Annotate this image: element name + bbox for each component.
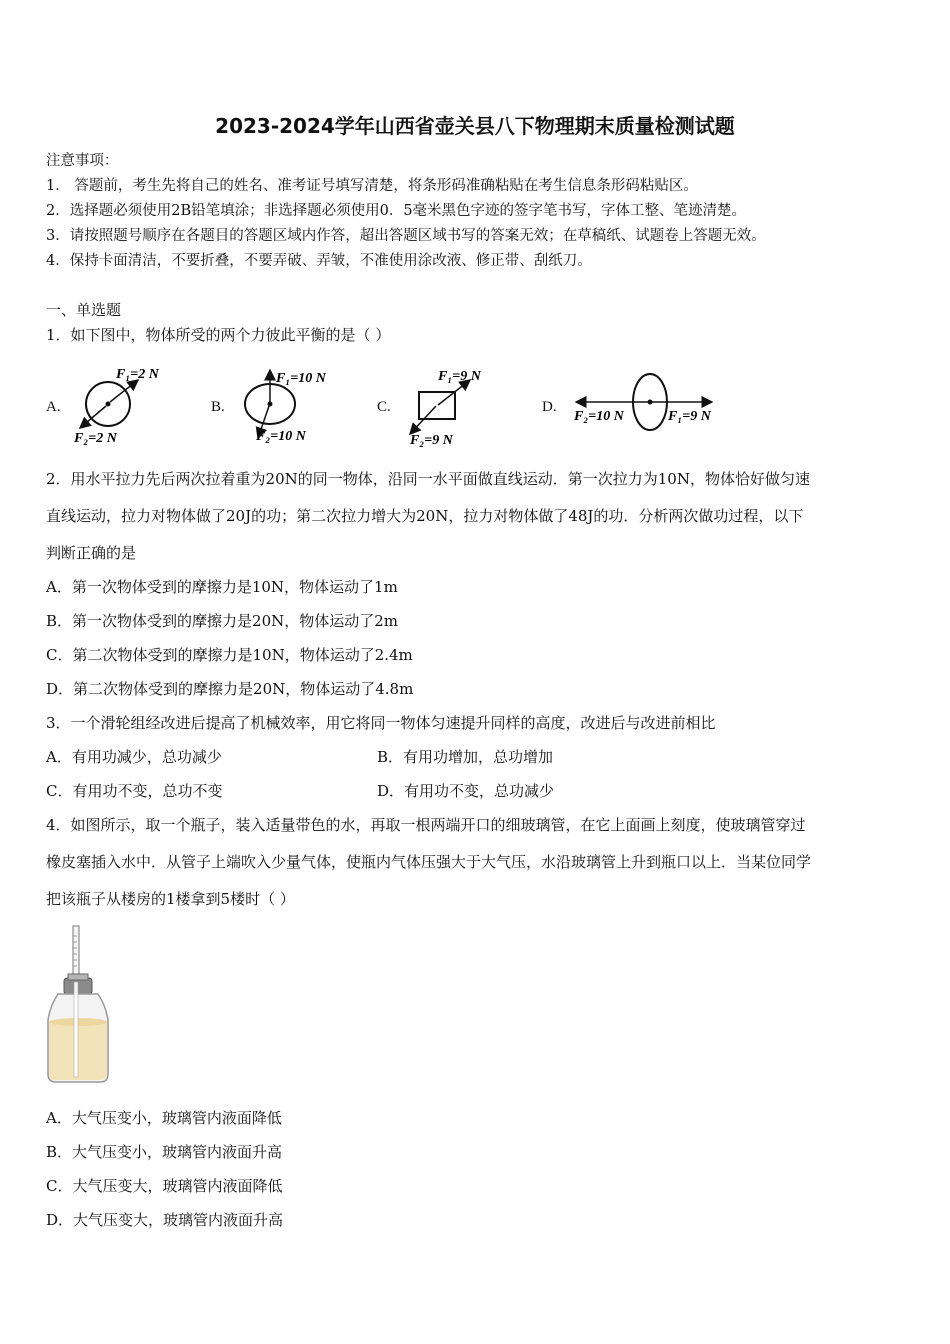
q2-option-b[interactable]: B．第一次物体受到的摩擦力是20N，物体运动了2m <box>46 612 399 630</box>
question-1-stem: 1．如下图中，物体所受的两个力彼此平衡的是（ ） <box>46 326 391 344</box>
q1-option-a-label[interactable]: A. <box>46 399 61 415</box>
question-3-stem: 3．一个滑轮组经改进后提高了机械效率，用它将同一物体匀速提升同样的高度，改进后与改进前相比 <box>46 714 716 732</box>
q1-d-f2-label: F₂=10 N <box>574 409 624 424</box>
question-2-stem: 2．用水平拉力先后两次拉着重为20N的同一物体，沿同一水平面做直线运动．第一次拉力为10N，物体恰好做匀速 <box>46 470 810 488</box>
q1-c-f1-label: F₁=9 N <box>438 369 481 384</box>
q1-d-f1-label: F₁=9 N <box>668 409 711 424</box>
q3-option-b[interactable]: B．有用功增加，总功增加 <box>377 748 554 766</box>
q4-option-d[interactable]: D．大气压变大，玻璃管内液面升高 <box>46 1211 284 1229</box>
q1-figure-d <box>570 368 730 442</box>
q1-option-b-label[interactable]: B. <box>211 399 225 415</box>
question-4-stem: 橡皮塞插入水中．从管子上端吹入少量气体，使瓶内气体压强大于大气压，水沿玻璃管上升到瓶口以上．当某位同学 <box>46 853 812 871</box>
q1-b-f1-label: F₁=10 N <box>276 371 326 386</box>
question-4-stem: 4．如图所示，取一个瓶子，装入适量带色的水，再取一根两端开口的细玻璃管，在它上面画上刻度，使玻璃管穿过 <box>46 816 806 834</box>
q1-figure-a <box>66 362 176 456</box>
bottle-figure <box>40 922 120 1096</box>
q2-option-c[interactable]: C．第二次物体受到的摩擦力是10N，物体运动了2.4m <box>46 646 413 664</box>
notice-item: 2．选择题必须使用2B铅笔填涂；非选择题必须使用0．5毫米黑色字迹的签字笔书写，字体工整、笔迹清楚。 <box>46 203 747 219</box>
question-4-stem: 把该瓶子从楼房的1楼拿到5楼时（ ） <box>46 890 295 908</box>
q1-figure-b <box>236 362 346 456</box>
q1-b-f2-label: F₂=10 N <box>256 429 306 444</box>
q3-option-d[interactable]: D．有用功不变，总功减少 <box>377 782 555 800</box>
q1-option-c-label[interactable]: C. <box>377 399 391 415</box>
q1-option-d-label[interactable]: D. <box>542 399 557 415</box>
q4-option-a[interactable]: A．大气压变小，玻璃管内液面降低 <box>46 1109 282 1127</box>
notice-item: 3．请按照题号顺序在各题目的答题区域内作答，超出答题区域书写的答案无效；在草稿纸、试题卷上答题无效。 <box>46 228 766 244</box>
q2-option-d[interactable]: D．第二次物体受到的摩擦力是20N，物体运动了4.8m <box>46 680 414 698</box>
q3-option-c[interactable]: C．有用功不变，总功不变 <box>46 782 223 800</box>
q1-a-f1-label: F₁=2 N <box>116 367 159 382</box>
notice-heading: 注意事项： <box>46 153 119 169</box>
notice-item: 1． 答题前，考生先将自己的姓名、准考证号填写清楚，将条形码准确粘贴在考生信息条形码粘贴区。 <box>46 178 698 194</box>
notice-item: 4．保持卡面清洁，不要折叠，不要弄破、弄皱，不准使用涂改液、修正带、刮纸刀。 <box>46 253 592 269</box>
q1-a-f2-label: F₂=2 N <box>74 431 117 446</box>
q1-c-f2-label: F₂=9 N <box>410 433 453 448</box>
question-2-stem: 判断正确的是 <box>46 544 137 562</box>
page-title: 2023-2024学年山西省壶关县八下物理期末质量检测试题 <box>215 114 735 138</box>
q4-option-b[interactable]: B．大气压变小，玻璃管内液面升高 <box>46 1143 283 1161</box>
q4-option-c[interactable]: C．大气压变大，玻璃管内液面降低 <box>46 1177 283 1195</box>
q2-option-a[interactable]: A．第一次物体受到的摩擦力是10N，物体运动了1m <box>46 578 398 596</box>
section-heading: 一、单选题 <box>46 301 122 319</box>
q1-figure-c <box>400 362 510 456</box>
q3-option-a[interactable]: A．有用功减少，总功减少 <box>46 748 222 766</box>
question-2-stem: 直线运动，拉力对物体做了20J的功；第二次拉力增大为20N，拉力对物体做了48J的功．分析两次做功过程，以下 <box>46 507 804 525</box>
